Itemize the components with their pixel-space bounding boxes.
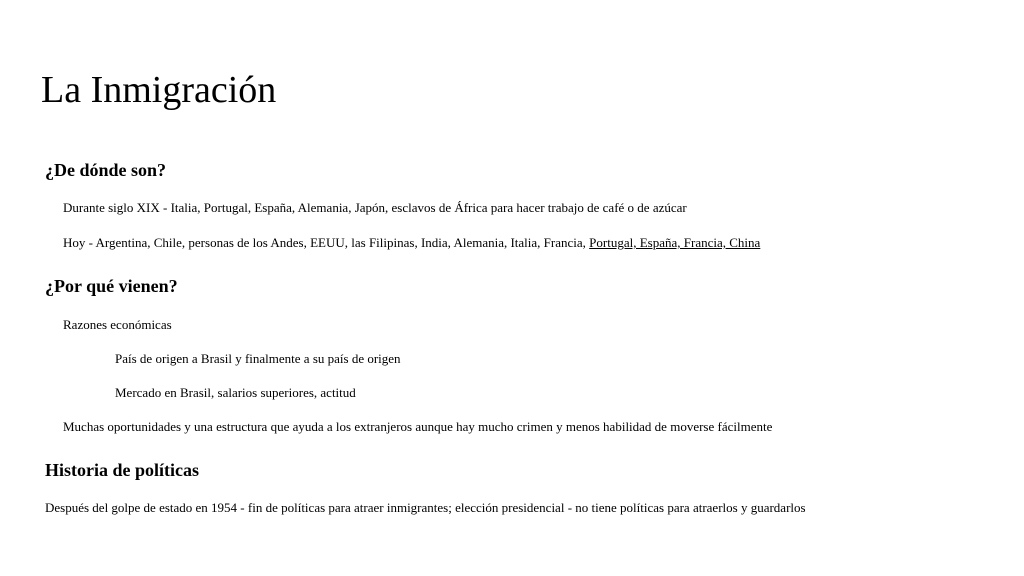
slide-title: La Inmigración xyxy=(41,69,277,111)
bullet-nineteenth-century: Durante siglo XIX - Italia, Portugal, España, Alemania, Japón, esclavos de África para hacer trabajo de café o de azúcar xyxy=(63,200,687,215)
subbullet-origin-country: País de origen a Brasil y finalmente a su país de origen xyxy=(115,351,401,366)
bullet-coup-history: Después del golpe de estado en 1954 - fin de políticas para atraer inmigrantes; elección presidencial - no tiene políticas para atraerlos y guardarlos xyxy=(45,500,806,515)
bullet-today xyxy=(63,235,760,251)
bullet-today-underlined: Portugal, España, Francia, China xyxy=(589,235,761,250)
bullet-opportunities: Muchas oportunidades y una estructura que ayuda a los extranjeros aunque hay mucho crimen y menos habilidad de moverse fácilmente xyxy=(63,419,773,434)
section-heading-reasons: ¿Por qué vienen? xyxy=(45,276,178,296)
subbullet-brazil-market: Mercado en Brasil, salarios superiores, actitud xyxy=(115,385,356,400)
bullet-economic-reasons: Razones económicas xyxy=(63,317,172,332)
section-heading-policies: Historia de políticas xyxy=(45,460,199,480)
bullet-today-text: Hoy - Argentina, Chile, personas de los Andes, EEUU, las Filipinas, India, Alemania, Italia, Francia, xyxy=(63,235,590,250)
section-heading-origins: ¿De dónde son? xyxy=(45,160,167,180)
